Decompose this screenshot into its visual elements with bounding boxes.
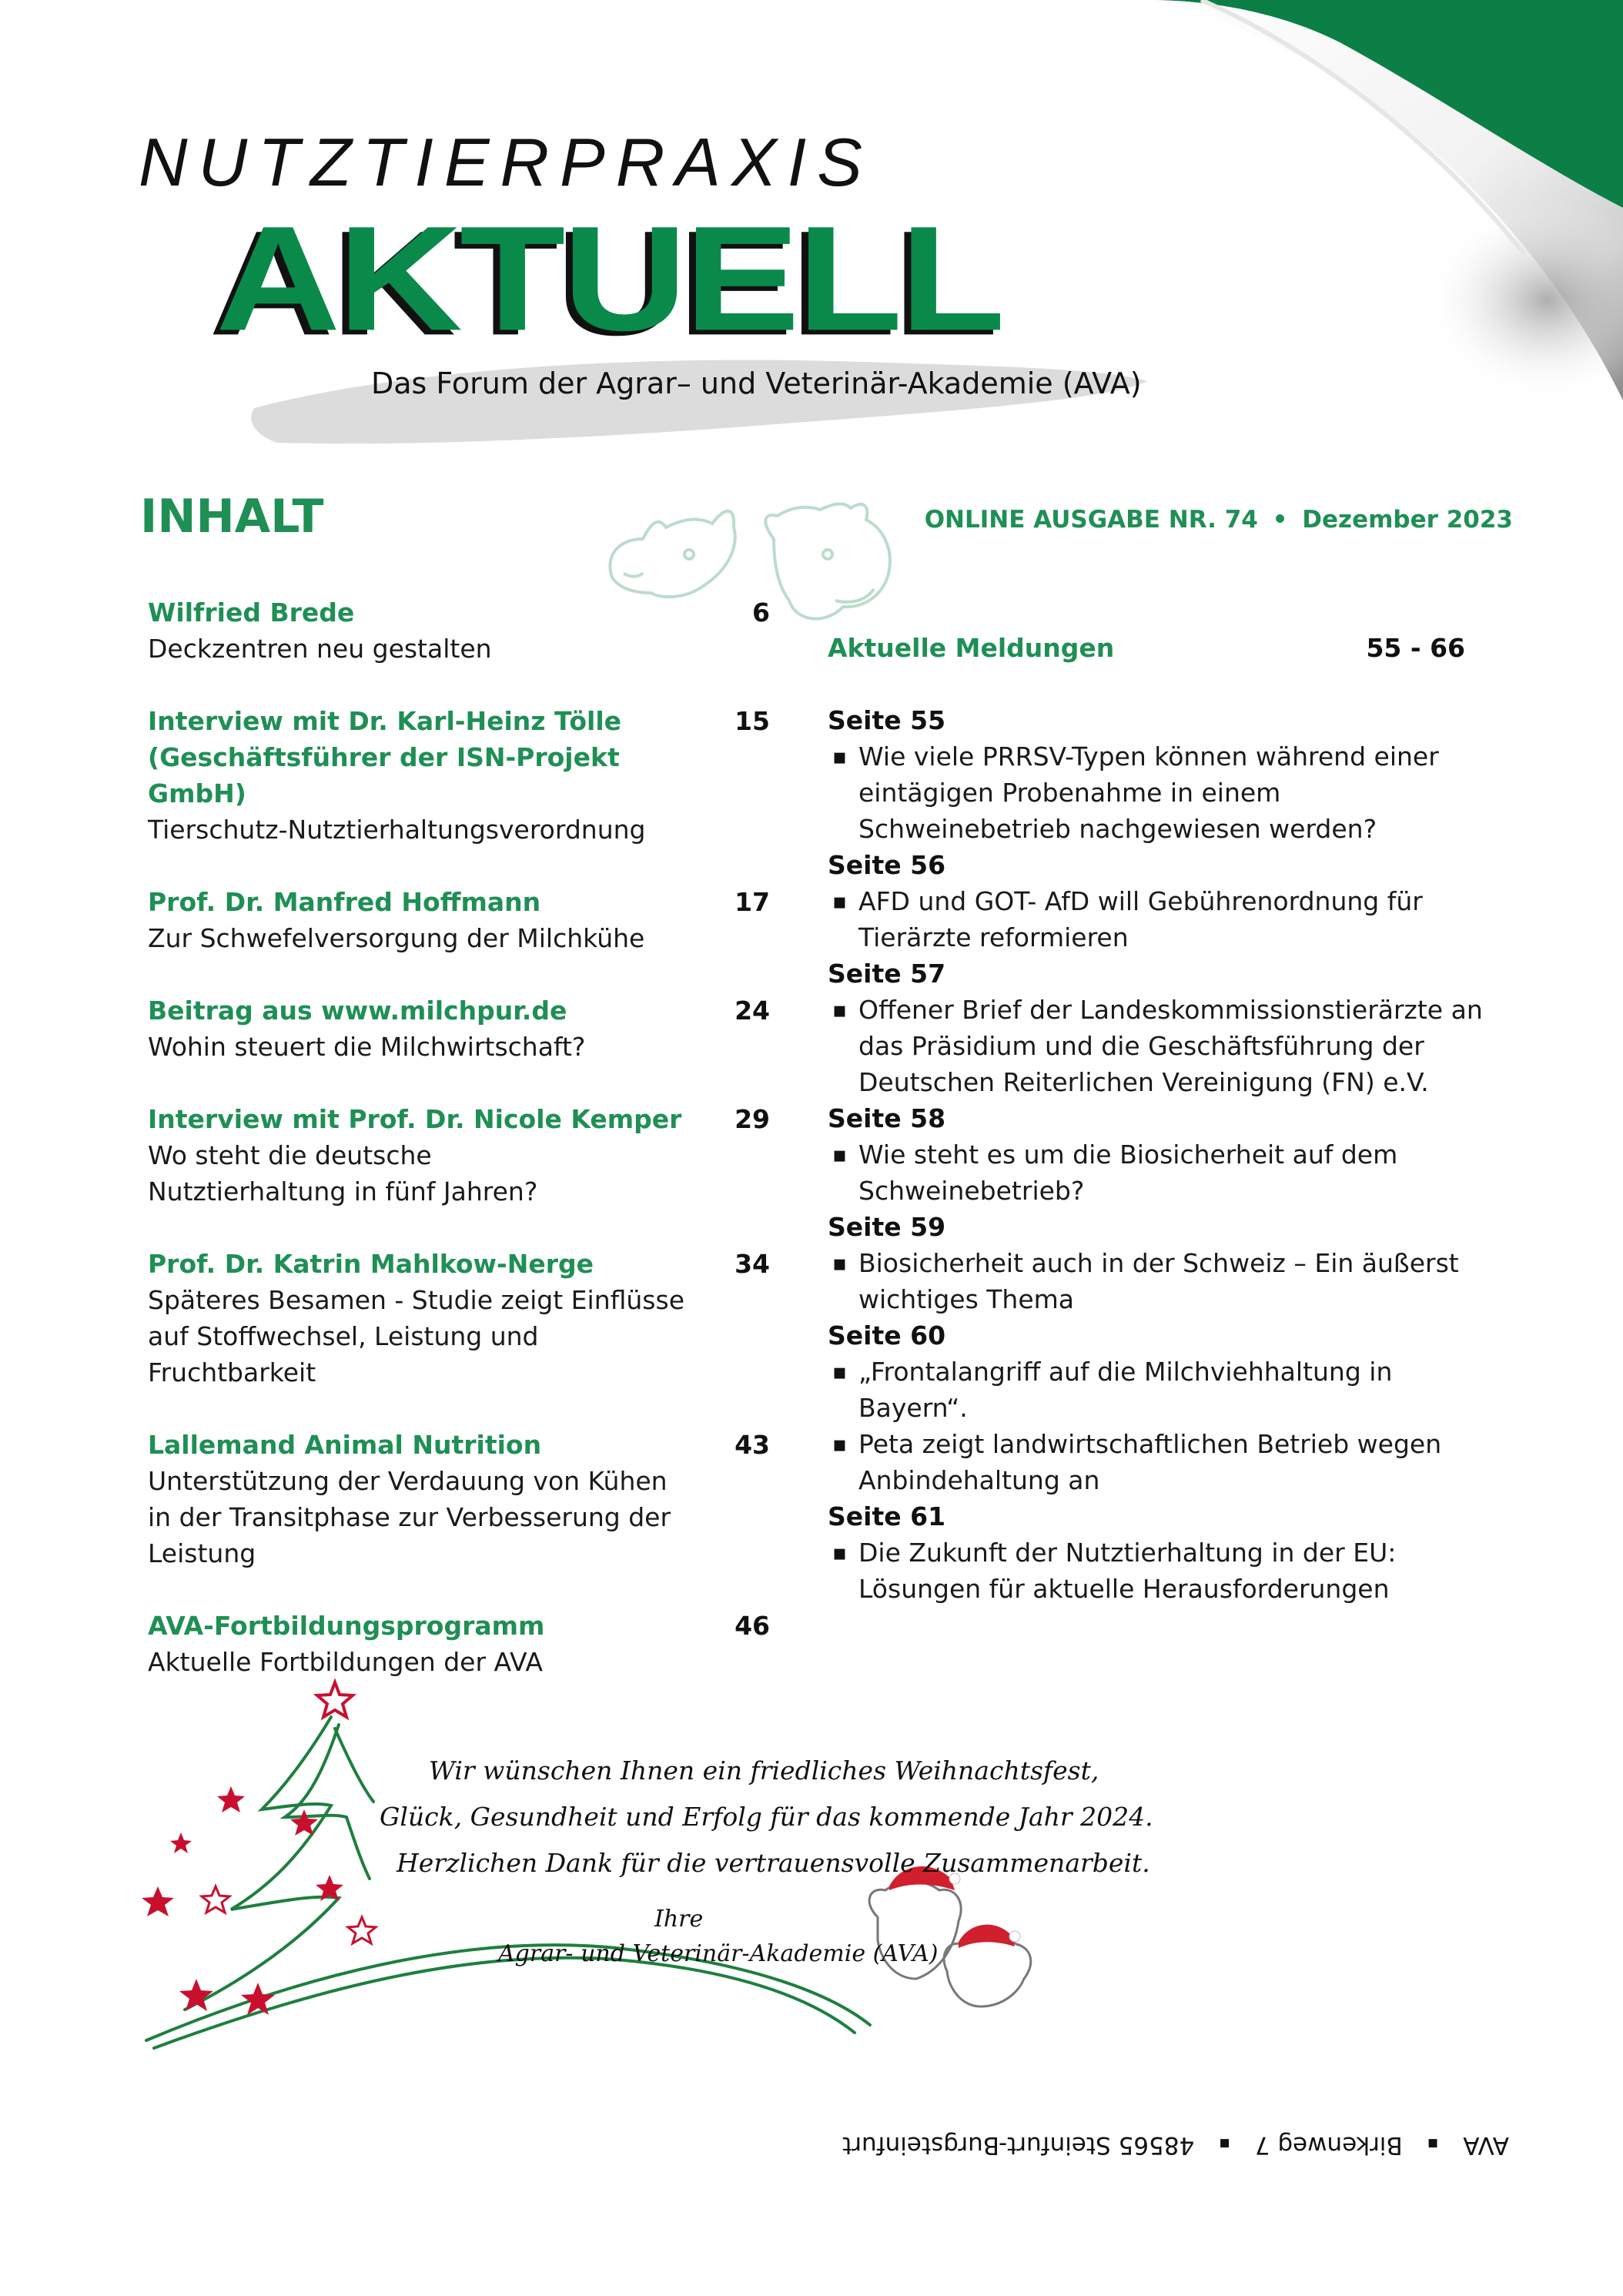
toc-entry[interactable] [148, 594, 770, 667]
footer-separator: ▪ [1427, 2134, 1439, 2154]
toc-entry-topic: Tierschutz-Nutztierhaltungsverordnung [148, 815, 646, 845]
toc-left-column [148, 594, 770, 1716]
greeting-signature: Agrar- und Veterinär-Akademie (AVA) [498, 1940, 939, 1967]
news-page-label: Seite 61 [828, 1501, 946, 1531]
toc-entry-topic: Wohin steuert die Milchwirtschaft? [148, 1032, 586, 1062]
news-page-label: Seite 56 [828, 850, 946, 880]
contents-heading: INHALT [140, 490, 324, 544]
news-item[interactable]: ▪ Peta zeigt landwirtschaftlichen Betrieb wegen Anbindehaltung an [828, 1426, 1490, 1498]
toc-entry-topic: Unterstützung der Verdauung von Kühen in der Transitphase zur Verbesserung der Leistung [148, 1466, 671, 1568]
toc-entry[interactable] [148, 1427, 770, 1571]
toc-entry-topic: Zur Schwefelversorgung der Milchkühe [148, 923, 645, 953]
news-item[interactable]: ▪ „Frontalangriff auf die Milchviehhaltung in Bayern“. [828, 1354, 1490, 1426]
greeting-line: Wir wünschen Ihnen ein friedliches Weihnachtsfest, [429, 1755, 1099, 1786]
toc-entry[interactable] [148, 884, 770, 956]
news-item[interactable]: ▪ AFD und GOT- AfD will Gebührenordnung für Tierärzte reformieren [828, 883, 1490, 956]
toc-entry[interactable] [148, 992, 770, 1065]
news-page-label: Seite 59 [828, 1212, 946, 1242]
masthead-top-title: NUTZTIERPRAXIS [139, 124, 873, 200]
toc-entry-author: Beitrag aus www.milchpur.de [148, 996, 567, 1026]
news-page-label: Seite 58 [828, 1103, 946, 1133]
toc-entry-page: 6 [752, 597, 770, 628]
toc-entry-page: 15 [735, 706, 770, 736]
toc-right-column [828, 630, 1490, 1607]
greeting-line: Herzlichen Dank für die vertrauensvolle Zusammenarbeit. [397, 1848, 1150, 1878]
masthead-main-title: AKTUELL [216, 194, 1002, 362]
toc-entry[interactable] [148, 703, 770, 848]
news-item[interactable]: ▪ Offener Brief der Landeskommissionstierärzte an das Präsidium und die Geschäftsführung der Deutschen Reiterlichen Vereinigung (FN) e.V. [828, 992, 1490, 1100]
footer-org: AVA [1463, 2131, 1509, 2159]
toc-entry[interactable] [148, 1101, 770, 1210]
toc-entry-page: 24 [735, 996, 770, 1026]
toc-entry-topic: Wo steht die deutsche Nutztierhaltung in fünf Jahren? [148, 1140, 538, 1207]
news-page-label: Seite 57 [828, 959, 946, 989]
issue-number: ONLINE AUSGABE NR. 74 [924, 506, 1258, 534]
news-item[interactable]: ▪ Wie steht es um die Biosicherheit auf dem Schweinebetrieb? [828, 1136, 1490, 1209]
toc-entry-page: 46 [735, 1611, 770, 1641]
news-item[interactable]: ▪ Die Zukunft der Nutztierhaltung in der EU: Lösungen für aktuelle Herausforderungen [828, 1535, 1490, 1607]
footer-separator: ▪ [1219, 2134, 1230, 2154]
toc-entry-author: Lallemand Animal Nutrition [148, 1430, 542, 1460]
greeting-line: Glück, Gesundheit und Erfolg für das kommende Jahr 2024. [380, 1802, 1153, 1832]
toc-entry-page: 17 [735, 887, 770, 917]
greeting-line: Ihre [654, 1906, 704, 1933]
issue-date: Dezember 2023 [1302, 506, 1513, 534]
footer-street: Birkenweg 7 [1254, 2131, 1403, 2159]
news-page-label: Seite 60 [828, 1320, 946, 1350]
toc-entry-author: Interview mit Dr. Karl-Heinz Tölle (Geschäftsführer der ISN-Projekt GmbH) [148, 706, 622, 808]
toc-entry-page: 34 [735, 1249, 770, 1279]
toc-entry-page: 29 [735, 1104, 770, 1134]
masthead-subtitle: Das Forum der Agrar– und Veterinär-Akademie (AVA) [371, 366, 1142, 400]
issue-info [925, 506, 1513, 534]
toc-entry-author: Prof. Dr. Manfred Hoffmann [148, 887, 541, 917]
footer-address [842, 2131, 1509, 2159]
toc-entry-author: Wilfried Brede [148, 597, 355, 628]
toc-entry-page: 43 [735, 1430, 770, 1460]
news-item[interactable]: ▪ Biosicherheit auch in der Schweiz – Ein äußerst wichtiges Thema [828, 1245, 1490, 1317]
toc-entry[interactable] [148, 1246, 770, 1391]
news-section-heading[interactable] [828, 630, 1490, 666]
news-heading-label: Aktuelle Meldungen [828, 633, 1115, 663]
toc-entry-topic: Aktuelle Fortbildungen der AVA [148, 1647, 543, 1677]
footer-city: 48565 Steinfurt-Burgsteinfurt [842, 2131, 1195, 2159]
toc-entry-author: Prof. Dr. Katrin Mahlkow-Nerge [148, 1249, 594, 1279]
news-page-label: Seite 55 [828, 705, 946, 735]
toc-entry-topic: Späteres Besamen - Studie zeigt Einflüsse auf Stoffwechsel, Leistung und Fruchtbarkeit [148, 1285, 684, 1387]
news-page-range: 55 - 66 [1366, 633, 1465, 663]
toc-entry-author: AVA-Fortbildungsprogramm [148, 1611, 545, 1641]
toc-entry-author: Interview mit Prof. Dr. Nicole Kemper [148, 1104, 682, 1134]
toc-entry-topic: Deckzentren neu gestalten [148, 634, 492, 664]
issue-separator: • [1272, 506, 1288, 534]
news-item[interactable]: ▪ Wie viele PRRSV-Typen können während einer eintägigen Probenahme in einem Schweinebetrieb nachgewiesen werden? [828, 738, 1490, 847]
